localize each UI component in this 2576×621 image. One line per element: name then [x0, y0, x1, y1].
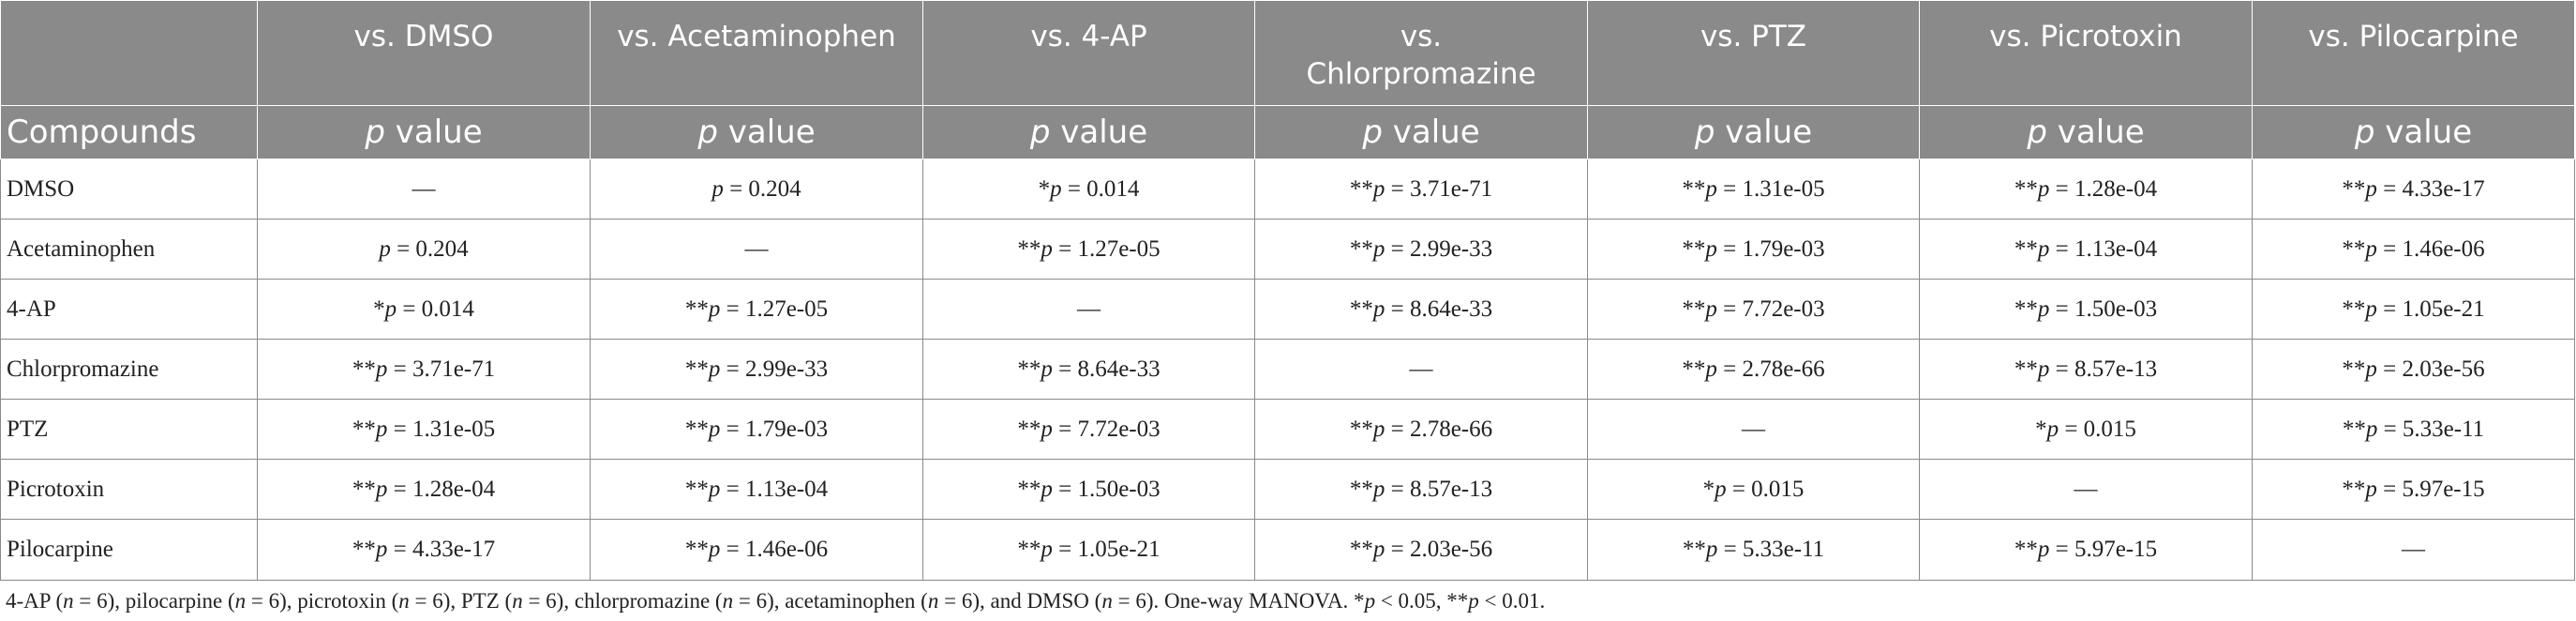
p-value-cell: **p = 8.57e-13	[1920, 340, 2253, 400]
column-header-chlorpromazine: vs. Chlorpromazine	[1255, 1, 1588, 106]
p-value-cell: **p = 1.27e-05	[591, 280, 923, 340]
column-header-ptz: vs. PTZ	[1588, 1, 1920, 106]
table-row	[1, 460, 2575, 520]
p-value-cell: **p = 8.64e-33	[923, 340, 1255, 400]
p-value-cell: **p = 1.50e-03	[923, 460, 1255, 520]
p-value-cell: **p = 1.28e-04	[1920, 159, 2253, 220]
table-header	[1, 1, 2575, 159]
p-value-cell: **p = 1.13e-04	[1920, 220, 2253, 280]
column-header-dmso: vs. DMSO	[258, 1, 591, 106]
p-value-cell: **p = 5.97e-15	[1920, 520, 2253, 581]
compounds-header: Compounds	[1, 106, 258, 159]
p-value-cell: **p = 1.50e-03	[1920, 280, 2253, 340]
table-row	[1, 400, 2575, 460]
compound-name-cell: Picrotoxin	[1, 460, 258, 520]
p-value-cell: **p = 1.46e-06	[2253, 220, 2575, 280]
p-value-cell: **p = 2.99e-33	[591, 340, 923, 400]
p-value-cell: p = 0.204	[258, 220, 591, 280]
p-value-cell: —	[1255, 340, 1588, 400]
p-value-cell: **p = 3.71e-71	[1255, 159, 1588, 220]
p-value-cell: **p = 2.99e-33	[1255, 220, 1588, 280]
p-value-cell: p = 0.204	[591, 159, 923, 220]
p-value-cell: **p = 2.03e-56	[1255, 520, 1588, 581]
p-value-header: p value	[591, 106, 923, 159]
table-row	[1, 280, 2575, 340]
p-value-header: p value	[1588, 106, 1920, 159]
header-corner-cell	[1, 1, 258, 106]
p-value-header: p value	[1255, 106, 1588, 159]
p-value-cell: *p = 0.014	[923, 159, 1255, 220]
p-value-cell: **p = 1.79e-03	[591, 400, 923, 460]
p-value-cell: —	[2253, 520, 2575, 581]
p-value-cell: **p = 1.28e-04	[258, 460, 591, 520]
p-value-cell: *p = 0.014	[258, 280, 591, 340]
p-value-cell: *p = 0.015	[1920, 400, 2253, 460]
p-value-cell: **p = 7.72e-03	[923, 400, 1255, 460]
p-value-header: p value	[2253, 106, 2575, 159]
p-value-cell: **p = 3.71e-71	[258, 340, 591, 400]
p-value-cell: *p = 0.015	[1588, 460, 1920, 520]
p-value-cell: **p = 1.05e-21	[2253, 280, 2575, 340]
p-value-cell: **p = 8.57e-13	[1255, 460, 1588, 520]
column-header-pilocarpine: vs. Pilocarpine	[2253, 1, 2575, 106]
p-value-cell: **p = 8.64e-33	[1255, 280, 1588, 340]
column-header-acetaminophen: vs. Acetaminophen	[591, 1, 923, 106]
p-value-cell: **p = 4.33e-17	[2253, 159, 2575, 220]
p-value-header: p value	[923, 106, 1255, 159]
compound-name-cell: DMSO	[1, 159, 258, 220]
p-value-cell: —	[1588, 400, 1920, 460]
table-row	[1, 340, 2575, 400]
compound-name-cell: PTZ	[1, 400, 258, 460]
compound-name-cell: 4-AP	[1, 280, 258, 340]
p-value-cell: —	[923, 280, 1255, 340]
header-row-comparisons	[1, 1, 2575, 106]
p-value-cell: **p = 1.27e-05	[923, 220, 1255, 280]
p-value-header: p value	[258, 106, 591, 159]
p-value-cell: **p = 2.78e-66	[1588, 340, 1920, 400]
p-value-cell: **p = 2.03e-56	[2253, 340, 2575, 400]
table-row	[1, 220, 2575, 280]
table-footnote: 4-AP (n = 6), pilocarpine (n = 6), picrotoxin (n = 6), PTZ (n = 6), chlorpromazine (n = 6), acetaminophen (n = 6), and DMSO (n = 6). One-way MANOVA. *p < 0.05, **p < 0.01.	[6, 589, 1546, 613]
p-value-cell: **p = 5.97e-15	[2253, 460, 2575, 520]
p-value-cell: **p = 1.31e-05	[258, 400, 591, 460]
p-value-cell: **p = 5.33e-11	[1588, 520, 1920, 581]
p-value-cell: **p = 5.33e-11	[2253, 400, 2575, 460]
column-header-4-ap: vs. 4-AP	[923, 1, 1255, 106]
p-value-cell: **p = 7.72e-03	[1588, 280, 1920, 340]
p-value-cell: **p = 1.31e-05	[1588, 159, 1920, 220]
compound-name-cell: Acetaminophen	[1, 220, 258, 280]
compound-name-cell: Pilocarpine	[1, 520, 258, 581]
table-row	[1, 520, 2575, 581]
table-row	[1, 159, 2575, 220]
p-value-cell: **p = 1.05e-21	[923, 520, 1255, 581]
p-value-cell: —	[258, 159, 591, 220]
p-value-cell: —	[591, 220, 923, 280]
p-value-cell: **p = 1.79e-03	[1588, 220, 1920, 280]
header-row-labels	[1, 106, 2575, 159]
table-body	[1, 159, 2575, 581]
p-value-header: p value	[1920, 106, 2253, 159]
p-value-cell: **p = 1.13e-04	[591, 460, 923, 520]
p-value-cell: **p = 2.78e-66	[1255, 400, 1588, 460]
p-value-cell: —	[1920, 460, 2253, 520]
p-value-cell: **p = 4.33e-17	[258, 520, 591, 581]
p-value-cell: **p = 1.46e-06	[591, 520, 923, 581]
compound-name-cell: Chlorpromazine	[1, 340, 258, 400]
column-header-picrotoxin: vs. Picrotoxin	[1920, 1, 2253, 106]
